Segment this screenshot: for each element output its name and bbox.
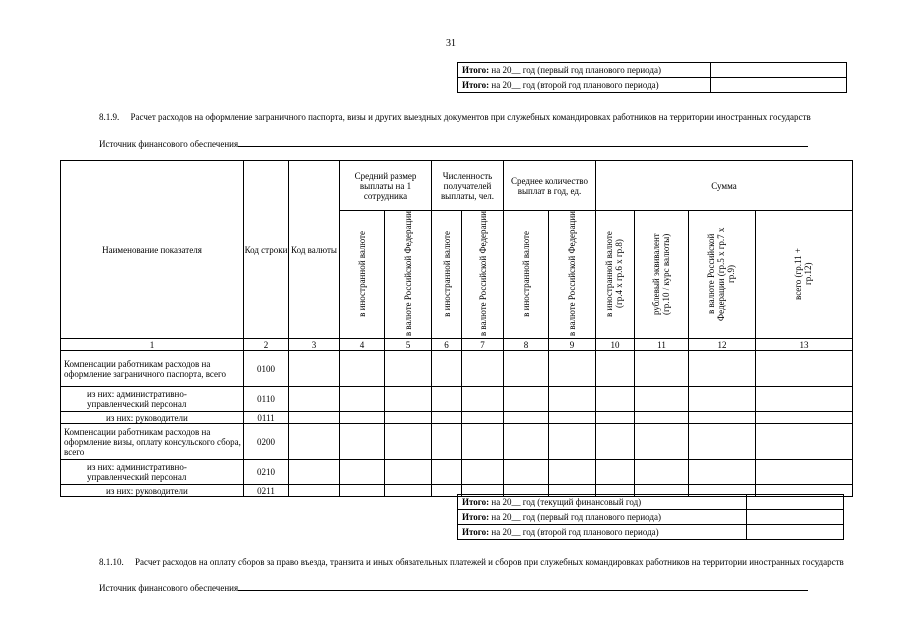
data-cell[interactable] [549,387,596,412]
data-cell[interactable] [635,387,689,412]
totals-bottom-table [457,494,844,540]
data-cell[interactable] [504,460,549,485]
data-cell[interactable] [340,485,385,497]
expense-table [60,160,853,497]
totals-value-cell[interactable] [747,510,844,525]
totals-row [458,63,847,78]
funding-source-8110 [99,581,844,594]
data-cell[interactable] [385,485,432,497]
data-cell[interactable] [756,387,853,412]
row-name: из них: руководители [61,485,244,497]
totals-row [458,78,847,93]
data-cell[interactable] [756,424,853,460]
totals-row [458,525,844,540]
subheader-12: в валюте Российской Федерации (гр.5 х гр.7 х гр.9) [689,211,756,339]
data-cell[interactable] [689,351,756,387]
funding-source-819 [99,137,844,150]
subheader-4: в иностранной валюте [340,211,385,339]
data-cell[interactable] [689,424,756,460]
row-code: 0211 [244,485,289,497]
data-cell[interactable] [432,460,462,485]
data-cell[interactable] [635,351,689,387]
data-cell[interactable] [432,387,462,412]
row-name: из них: административно-управленческий персонал [61,460,244,485]
funding-source-label: Источник финансового обеспечения [99,583,239,593]
header-sum: Сумма [596,161,853,211]
col-num: 2 [244,339,289,351]
totals-value-cell[interactable] [711,63,847,78]
subheader-7: в валюте Российской Федерации [462,211,504,339]
data-cell[interactable] [689,387,756,412]
row-code: 0111 [244,412,289,424]
data-cell[interactable] [432,351,462,387]
data-cell[interactable] [289,485,340,497]
data-cell[interactable] [596,460,635,485]
col-num: 1 [61,339,244,351]
row-name: из них: руководители [61,412,244,424]
data-cell[interactable] [504,351,549,387]
header-currency-code: Код валюты [289,161,340,339]
section-8110-heading: 8.1.10. Расчет расходов на оплату сборов за право въезда, транзита и иных обязательных платежей и сборов при служебных командировках работников на территории иностранных государств [99,557,844,567]
data-cell[interactable] [756,412,853,424]
data-cell[interactable] [289,412,340,424]
data-cell[interactable] [462,460,504,485]
data-cell[interactable] [549,412,596,424]
row-code: 0200 [244,424,289,460]
column-numbers-row [61,339,853,351]
totals-row [458,510,844,525]
header-avg-qty: Среднее количество выплат в год, ед. [504,161,596,211]
data-cell[interactable] [596,412,635,424]
totals-label: Итого: на 20__ год (первый год планового периода) [458,63,711,78]
header-row-code: Код строки [244,161,289,339]
col-num: 4 [340,339,385,351]
totals-value-cell[interactable] [711,78,847,93]
data-cell[interactable] [689,460,756,485]
table-row [61,424,853,460]
data-cell[interactable] [549,424,596,460]
col-num: 5 [385,339,432,351]
data-cell[interactable] [462,351,504,387]
col-num: 10 [596,339,635,351]
data-cell[interactable] [340,412,385,424]
col-num: 9 [549,339,596,351]
header-row-1 [61,161,853,211]
data-cell[interactable] [385,460,432,485]
data-cell[interactable] [689,412,756,424]
table-row [61,460,853,485]
data-cell[interactable] [596,387,635,412]
col-num: 13 [756,339,853,351]
data-cell[interactable] [289,387,340,412]
data-cell[interactable] [504,412,549,424]
totals-label: Итого: на 20__ год (первый год планового периода) [458,510,747,525]
data-cell[interactable] [756,460,853,485]
data-cell[interactable] [549,351,596,387]
data-cell[interactable] [462,387,504,412]
col-num: 3 [289,339,340,351]
data-cell[interactable] [385,424,432,460]
page-number: 31 [446,38,456,49]
data-cell[interactable] [462,424,504,460]
row-name: из них: административно-управленческий персонал [61,387,244,412]
row-name: Компенсации работникам расходов на оформление заграничного паспорта, всего [61,351,244,387]
data-cell[interactable] [289,424,340,460]
row-name: Компенсации работникам расходов на оформление визы, оплату консульского сбора, всего [61,424,244,460]
data-cell[interactable] [756,351,853,387]
subheader-6: в иностранной валюте [432,211,462,339]
data-cell[interactable] [596,424,635,460]
subheader-9: в валюте Российской Федерации [549,211,596,339]
data-cell[interactable] [340,460,385,485]
data-cell[interactable] [340,351,385,387]
table-row [61,387,853,412]
data-cell[interactable] [432,412,462,424]
data-cell[interactable] [340,387,385,412]
header-recipients: Численность получателей выплаты, чел. [432,161,504,211]
totals-row [458,495,844,510]
funding-source-field[interactable] [238,581,808,591]
totals-label: Итого: на 20__ год (текущий финансовый год) [458,495,747,510]
totals-label: Итого: на 20__ год (второй год планового периода) [458,525,747,540]
data-cell[interactable] [504,387,549,412]
subheader-13: всего (гр.11 + гр.12) [756,211,853,339]
col-num: 7 [462,339,504,351]
data-cell[interactable] [432,424,462,460]
totals-label: Итого: на 20__ год (второй год планового периода) [458,78,711,93]
subheader-5: в валюте Российской Федерации [385,211,432,339]
data-cell[interactable] [340,424,385,460]
data-cell[interactable] [462,412,504,424]
data-cell[interactable] [289,460,340,485]
col-num: 12 [689,339,756,351]
data-cell[interactable] [289,351,340,387]
data-cell[interactable] [596,351,635,387]
row-code: 0210 [244,460,289,485]
funding-source-label: Источник финансового обеспечения [99,139,239,149]
section-819-heading: 8.1.9. Расчет расходов на оформление заграничного паспорта, визы и других выездных документов при служебных командировках работников на территории иностранных государств [99,112,811,122]
table-row [61,412,853,424]
funding-source-field[interactable] [238,137,808,147]
data-cell[interactable] [385,351,432,387]
totals-top-table [457,62,847,93]
data-cell[interactable] [635,412,689,424]
subheader-11: рублевый эквивалент (гр.10 / курс валюты) [635,211,689,339]
data-cell[interactable] [504,424,549,460]
data-cell[interactable] [549,460,596,485]
col-num: 8 [504,339,549,351]
data-cell[interactable] [635,424,689,460]
data-cell[interactable] [635,460,689,485]
col-num: 11 [635,339,689,351]
row-code: 0110 [244,387,289,412]
subheader-10: в иностранной валюте (гр.4 х гр.6 х гр.8) [596,211,635,339]
subheader-8: в иностранной валюте [504,211,549,339]
totals-value-cell[interactable] [747,495,844,510]
table-row [61,351,853,387]
header-avg-payment: Средний размер выплаты на 1 сотрудника [340,161,432,211]
totals-value-cell[interactable] [747,525,844,540]
data-cell[interactable] [385,387,432,412]
data-cell[interactable] [385,412,432,424]
row-code: 0100 [244,351,289,387]
col-num: 6 [432,339,462,351]
header-name: Наименование показателя [61,161,244,339]
